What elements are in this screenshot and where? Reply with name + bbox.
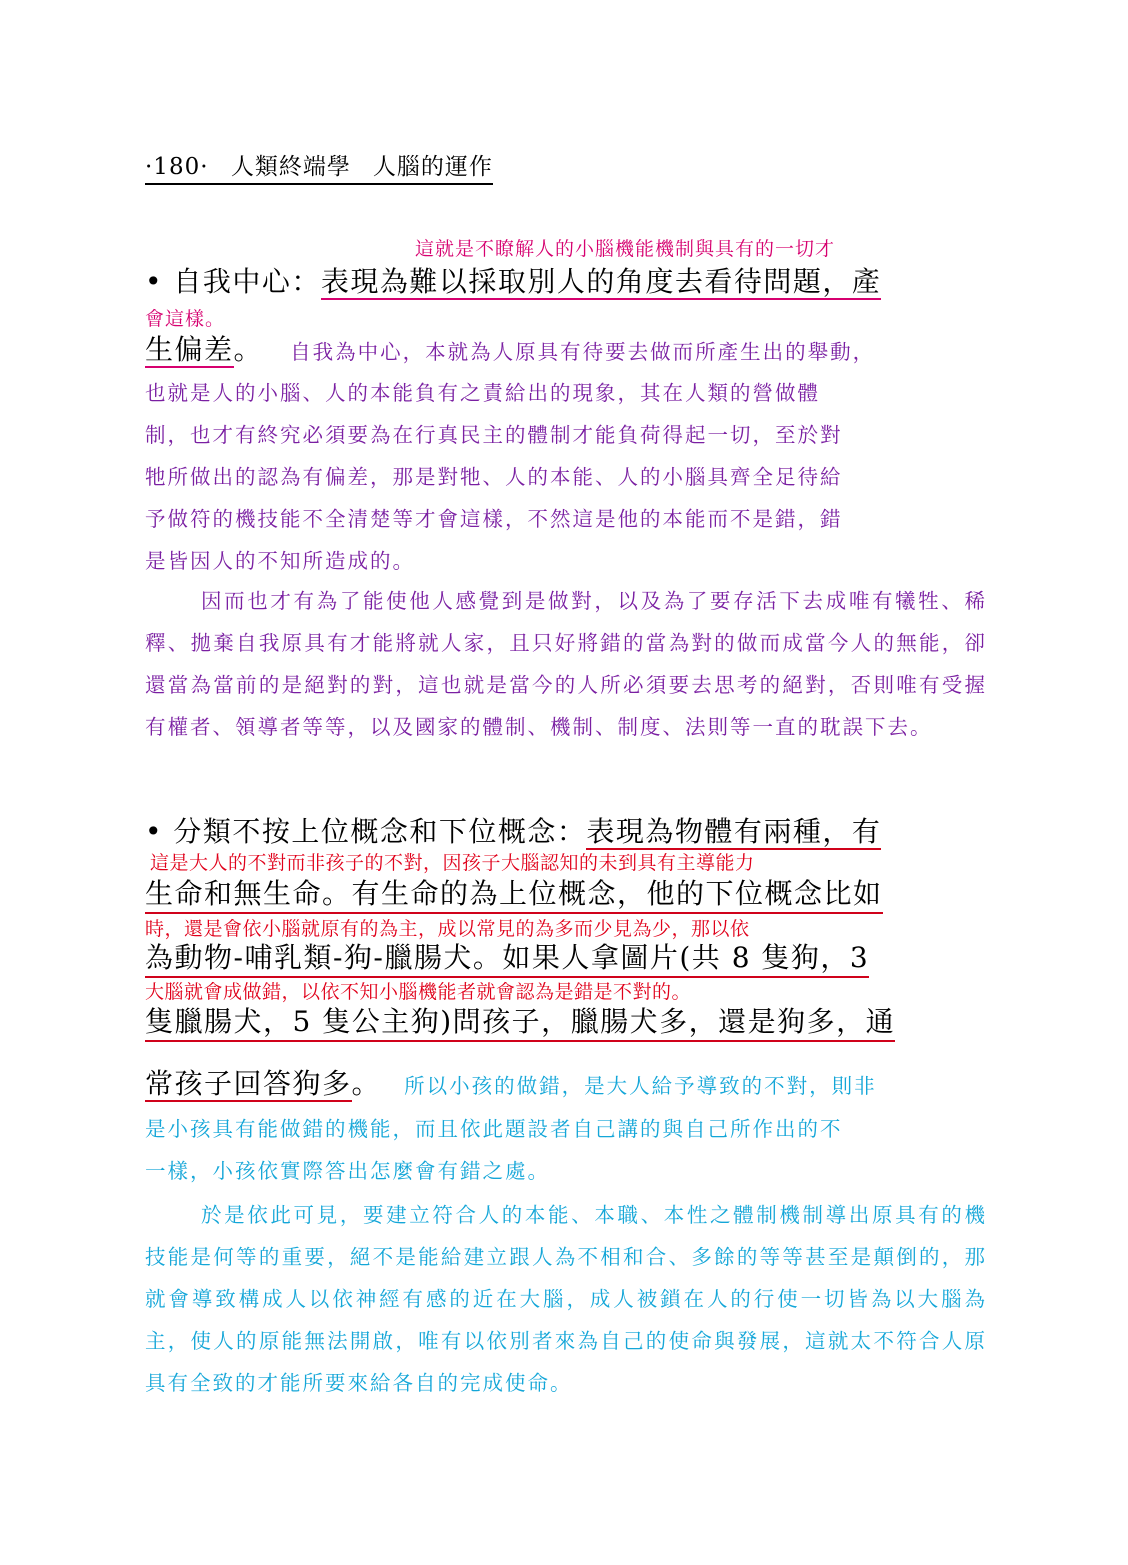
chapter-title: 人腦的運作 bbox=[372, 154, 493, 180]
section-heading bbox=[145, 260, 881, 300]
heading-punct: 。 bbox=[351, 1067, 382, 1100]
body-line: 一樣，小孩依實際答出怎麼會有錯之處。 bbox=[145, 1159, 550, 1183]
heading-punct: 。 bbox=[233, 333, 264, 366]
body-line: 予做符的機技能不全清楚等才會這樣，不然這是他的本能而不是錯，錯 bbox=[145, 507, 843, 531]
body-line: 是皆因人的不知所造成的。 bbox=[145, 549, 415, 573]
annotation-note: 會這樣。 bbox=[145, 308, 226, 330]
heading-lead: • 自我中心： bbox=[145, 265, 321, 298]
running-header bbox=[145, 148, 493, 185]
heading-continuation bbox=[145, 1062, 877, 1107]
body-paragraph: 於是依此可見，要建立符合人的本能、本職、本性之體制機制導出原具有的機技能是何等的重要，絕不是能給建立跟人為不相和合、多餘的等等甚至是顛倒的，那就會導致構成人以依神經有感的近在大腦，成人被鎖在人的行使一切皆為以大腦為主，使人的原能無法開啟，唯有以依別者來為自己的使命與發展，這就太不符合人原具有全致的才能所要來給各自的完成使命。 bbox=[145, 1203, 987, 1395]
heading-underlined: 表現為難以採取別人的角度去看待問題，產 bbox=[320, 265, 882, 298]
heading-underlined: 為動物-哺乳類-狗-臘腸犬。如果人拿圖片(共 8 隻狗，3 bbox=[145, 936, 869, 978]
book-title: 人類終端學 bbox=[230, 154, 351, 180]
heading-lead: • 分類不按上位概念和下位概念： bbox=[145, 815, 587, 848]
body-line: 制，也才有終究必須要為在行真民主的體制才能負荷得起一切，至於對 bbox=[145, 423, 843, 447]
body-paragraph bbox=[145, 372, 987, 582]
body-text: 所以小孩的做錯，是大人給予導致的不對，則非 bbox=[404, 1074, 877, 1098]
heading-underlined: 生偏差 bbox=[145, 333, 234, 366]
heading-underlined: 常孩子回答狗多 bbox=[145, 1067, 352, 1100]
heading-underlined: 隻臘腸犬，5 隻公主狗)問孩子，臘腸犬多，還是狗多，通 bbox=[145, 1000, 895, 1042]
page-number: ·180· bbox=[145, 154, 209, 180]
heading-continuation bbox=[145, 328, 875, 373]
body-line: 牠所做出的認為有偏差，那是對牠、人的本能、人的小腦具齊全足待給 bbox=[145, 465, 843, 489]
body-paragraph: 因而也才有為了能使他人感覺到是做對，以及為了要存活下去成唯有犧牲、稀釋、拋棄自我原具有才能將就人家，且只好將錯的當為對的做而成當今人的無能，卻還當為當前的是絕對的對，這也就是當今的人所必須要去思考的絕對，否則唯有受握有權者、領導者等等，以及國家的體制、機制、制度、法則等一直的耽誤下去。 bbox=[145, 589, 987, 739]
annotation-note: 這就是不瞭解人的小腦機能機制與具有的一切才 bbox=[415, 238, 836, 260]
heading-underlined: 表現為物體有兩種，有 bbox=[586, 815, 882, 848]
body-paragraph bbox=[145, 1108, 987, 1192]
body-line: 也就是人的小腦、人的本能負有之責給出的現象，其在人類的營做體 bbox=[145, 381, 820, 405]
annotation-note: 時，還是會依小腦就原有的為主，成以常見的為多而少見為少，那以依 bbox=[145, 918, 750, 940]
section-heading bbox=[145, 810, 881, 850]
heading-underlined: 生命和無生命。有生命的為上位概念，他的下位概念比如 bbox=[145, 872, 883, 914]
annotation-note: 大腦就會成做錯，以依不知小腦機能者就會認為是錯是不對的。 bbox=[145, 981, 692, 1003]
body-line: 是小孩具有能做錯的機能，而且依此題設者自己講的與自己所作出的不 bbox=[145, 1117, 843, 1141]
body-text: 自我為中心，本就為人原具有待要去做而所產生出的舉動， bbox=[290, 340, 876, 364]
annotation-note: 這是大人的不對而非孩子的不對，因孩子大腦認知的未到具有主導能力 bbox=[150, 852, 755, 874]
